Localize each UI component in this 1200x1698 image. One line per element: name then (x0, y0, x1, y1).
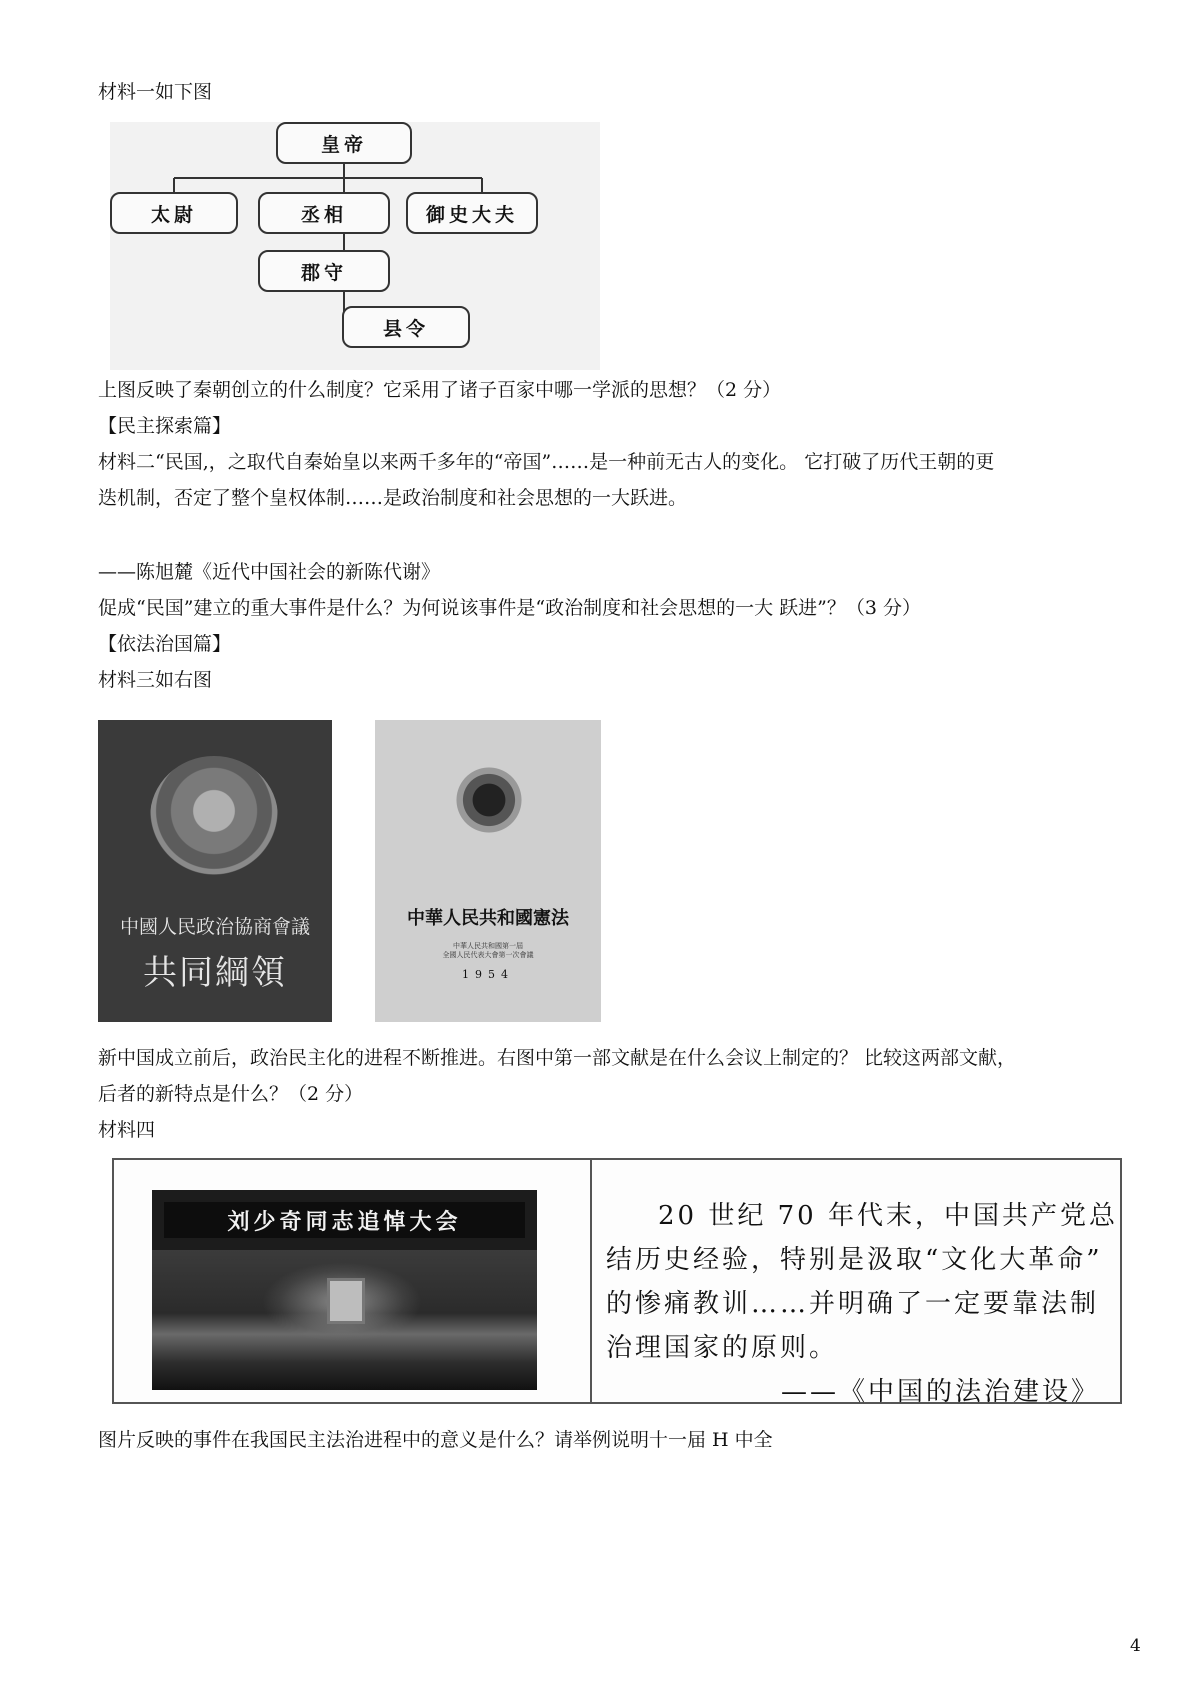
quote-line-1: 20 世纪 70 年代末，中国共产党总 (658, 1201, 1118, 1231)
material2-question: 促成“民国”建立的重大事件是什么？为何说该事件是“政治制度和社会思想的一大 跃进”？（3 分） (98, 597, 922, 619)
memorial-photo (152, 1190, 537, 1390)
panel-divider (590, 1160, 592, 1402)
material3-heading: 材料三如右图 (98, 669, 213, 691)
common-program-cover (98, 720, 332, 1022)
quote-line-4: 治理国家的原则。 (606, 1333, 839, 1363)
constitution-subtitle (375, 942, 601, 960)
box-county: 县令 (342, 306, 470, 348)
box-chancellor: 丞相 (258, 192, 390, 234)
constitution-year: 1954 (462, 968, 514, 981)
material2-text-line2: 迭机制，否定了整个皇权体制……是政治制度和社会思想的一大跃进。 (98, 487, 688, 509)
common-program-line1: 中國人民政治協商會議 (119, 916, 310, 938)
material4-heading: 材料四 (98, 1119, 156, 1141)
material1-question: 上图反映了秦朝创立的什么制度？它采用了诸子百家中哪一学派的思想？（2 分） (98, 379, 782, 401)
material1-heading: 材料一如下图 (98, 81, 213, 103)
material2-text-line1: 材料二“民国,，之取代自秦始皇以来两千多年的“帝国”……是一种前无古人的变化。 它打破了历代王朝的更 (98, 451, 995, 473)
quote-source: ——《中国的法治建设》 (780, 1377, 1100, 1407)
quote-line-3: 的惨痛教训……并明确了一定要靠法制 (606, 1289, 1100, 1319)
quote-line-2: 结历史经验，特别是汲取“文化大革命” (606, 1245, 1103, 1275)
section-rule-of-law-heading: 【依法治国篇】 (98, 633, 232, 655)
page-number: 4 (1130, 1636, 1141, 1656)
material4-question: 图片反映的事件在我国民主法治进程中的意义是什么？请举例说明十一届 H 中全 (98, 1429, 773, 1451)
memorial-banner: 刘少奇同志追悼大会 (164, 1202, 525, 1238)
material2-source: ——陈旭麓《近代中国社会的新陈代谢》 (98, 561, 441, 583)
material3-question-line1: 新中国成立前后，政治民主化的进程不断推进。右图中第一部文献是在什么会议上制定的？ 比较这两部文献， (98, 1047, 1017, 1069)
box-taiwei: 太尉 (110, 192, 238, 234)
material4-panel (112, 1158, 1122, 1407)
box-commandery: 郡守 (258, 250, 390, 292)
cppcc-emblem-icon (150, 756, 278, 878)
constitution-subtitle-line2: 全國人民代表大會第一次會議 (442, 951, 534, 959)
constitution-subtitle-line1: 中華人民共和國第一屆 (453, 942, 523, 950)
national-emblem-icon (451, 762, 527, 838)
qin-government-diagram (110, 122, 600, 370)
section-democracy-heading: 【民主探索篇】 (98, 415, 232, 437)
box-emperor: 皇帝 (276, 122, 412, 164)
constitution-title: 中華人民共和國憲法 (407, 908, 569, 929)
box-censor: 御史大夫 (406, 192, 538, 234)
common-program-line2: 共同綱領 (143, 953, 287, 993)
rule-of-law-quote (606, 1194, 1118, 1414)
memorial-portrait (327, 1278, 365, 1324)
constitution-1954-cover (375, 720, 601, 1022)
material3-question-line2: 后者的新特点是什么？（2 分） (98, 1083, 364, 1105)
